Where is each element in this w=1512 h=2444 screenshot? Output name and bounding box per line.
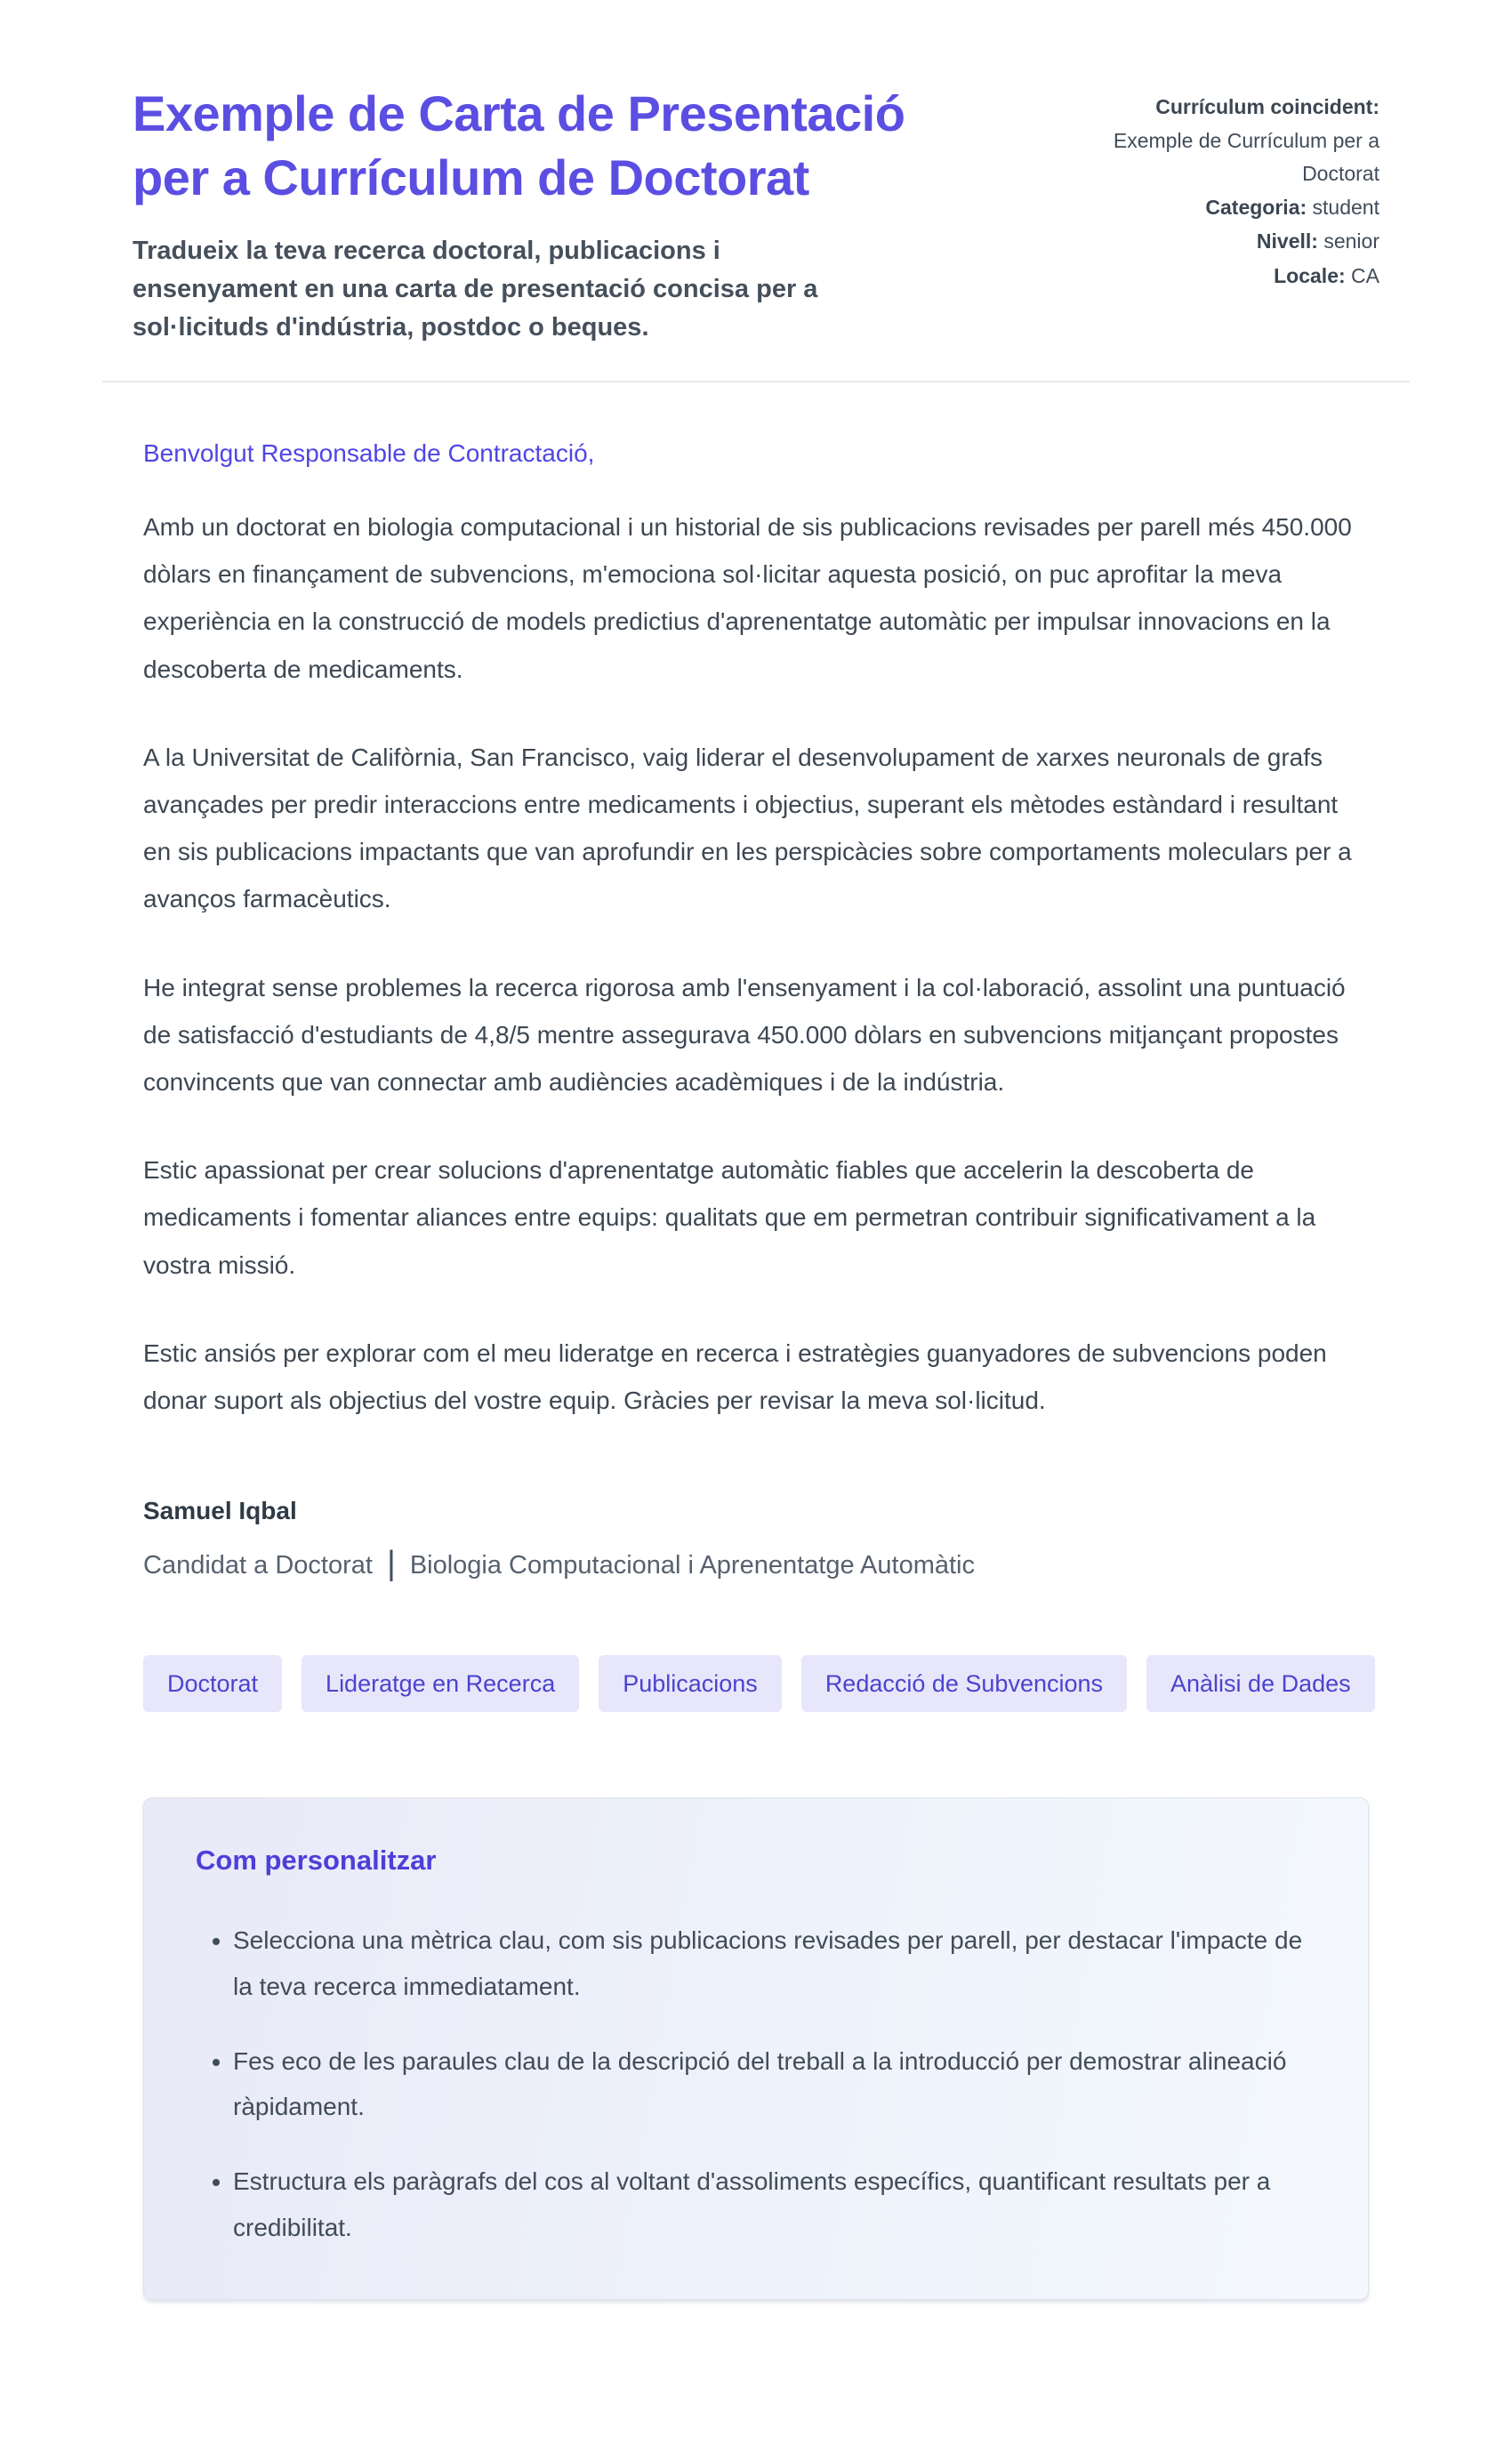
tag-lideratge-en-recerca: Lideratge en Recerca [302,1655,579,1712]
meta-locale [1077,260,1379,292]
personalize-callout [143,1797,1369,2300]
letter-greeting: Benvolgut Responsable de Contractació, [143,439,595,468]
callout-tip: • Selecciona una mètrica clau, com sis publicacions revisades per parell, per destacar l'impacte de la teva recerca immediatament. [233,1917,1316,2010]
meta-locale-label: Locale: [1274,263,1346,287]
tag-redaccio-de-subvencions: Redacció de Subvencions [801,1655,1127,1712]
tag-doctorat: Doctorat [143,1655,282,1712]
meta-level-label: Nivell: [1256,229,1318,253]
meta-category-label: Categoria: [1205,195,1307,219]
page-subtitle: Tradueix la teva recerca doctoral, publicacions i ensenyament en una carta de presentació concisa per a sol·licituds d'indústria, postdoc o beques. [133,237,818,342]
meta-panel [1077,82,1379,293]
signature-role: Candidat a Doctorat [143,1550,373,1580]
callout-tip: • Estructura els paràgrafs del cos al voltant d'assoliments específics, quantificant resultats per a credibilitat. [233,2159,1316,2251]
signature-name: Samuel Iqbal [143,1497,297,1525]
callout-tip: • Fes eco de les paraules clau de la descripció del treball a la introducció per demostrar alineació ràpidament. [233,2038,1316,2131]
meta-resume-label [1077,91,1379,123]
callout-title: Com personalitzar [196,1845,437,1877]
signature-field: Biologia Computacional i Aprenentatge Automàtic [409,1550,975,1580]
letter-body [102,439,1410,1582]
title-block [133,82,933,347]
signature-separator: | [386,1545,396,1583]
meta-resume-value: Exemple de Currículum per a Doctorat [1113,129,1379,185]
letter-paragraph: Estic apassionat per crear solucions d'aprenentatge automàtic fiables que accelerin la descoberta de medicaments i fomentar aliances entre equips: qualitats que em permetran contribuir significativament a la vostra missió. [143,1156,1316,1279]
meta-category [1077,191,1379,223]
tag-publicacions: Publicacions [599,1655,782,1712]
meta-level-value: senior [1323,229,1379,253]
tag-analisi-de-dades: Anàlisi de Dades [1146,1655,1375,1712]
meta-category-value: student [1312,195,1379,219]
letter-paragraph: A la Universitat de Califòrnia, San Francisco, vaig liderar el desenvolupament de xarxes neuronals de grafs avançades per predir interaccions entre medicaments i objectius, superant els mètodes estàndard i resultant en sis publicacions impactants que van aprofundir en les perspicàcies sobre comportaments moleculars per a avanços farmacèutics. [143,743,1352,913]
signature-block [143,1497,1369,1582]
page-title: Exemple de Carta de Presentació per a Currículum de Doctorat [133,85,905,205]
letter-paragraph: He integrat sense problemes la recerca rigorosa amb l'ensenyament i la col·laboració, assolint una puntuació de satisfacció d'estudiants de 4,8/5 mentre assegurava 450.000 dòlars en subvencions mitjançant propostes convincents que van connectar amb audiències acadèmiques i de la indústria. [143,973,1346,1096]
meta-resume-label-text: Currículum coincident: [1155,95,1379,118]
signature-role-line [143,1545,1369,1583]
header [102,82,1410,347]
letter-paragraph: Estic ansiós per explorar com el meu lideratge en recerca i estratègies guanyadores de subvencions poden donar suport als objectius del vostre equip. Gràcies per revisar la meva sol·licitud. [143,1339,1327,1414]
header-divider [102,381,1410,382]
letter-paragraph: Amb un doctorat en biologia computacional i un historial de sis publicacions revisades per parell més 450.000 dòlars en finançament de subvencions, m'emociona sol·licitar aquesta posició, on puc aprofitar la meva experiència en la construcció de models predictius d'aprenentatge automàtic per impulsar innovacions en la descoberta de medicaments. [143,513,1352,683]
meta-locale-value: CA [1351,263,1379,287]
meta-level [1077,225,1379,257]
callout-tip-list [196,1917,1316,2251]
content-container [102,0,1410,2300]
tag-list [102,1655,1410,1712]
